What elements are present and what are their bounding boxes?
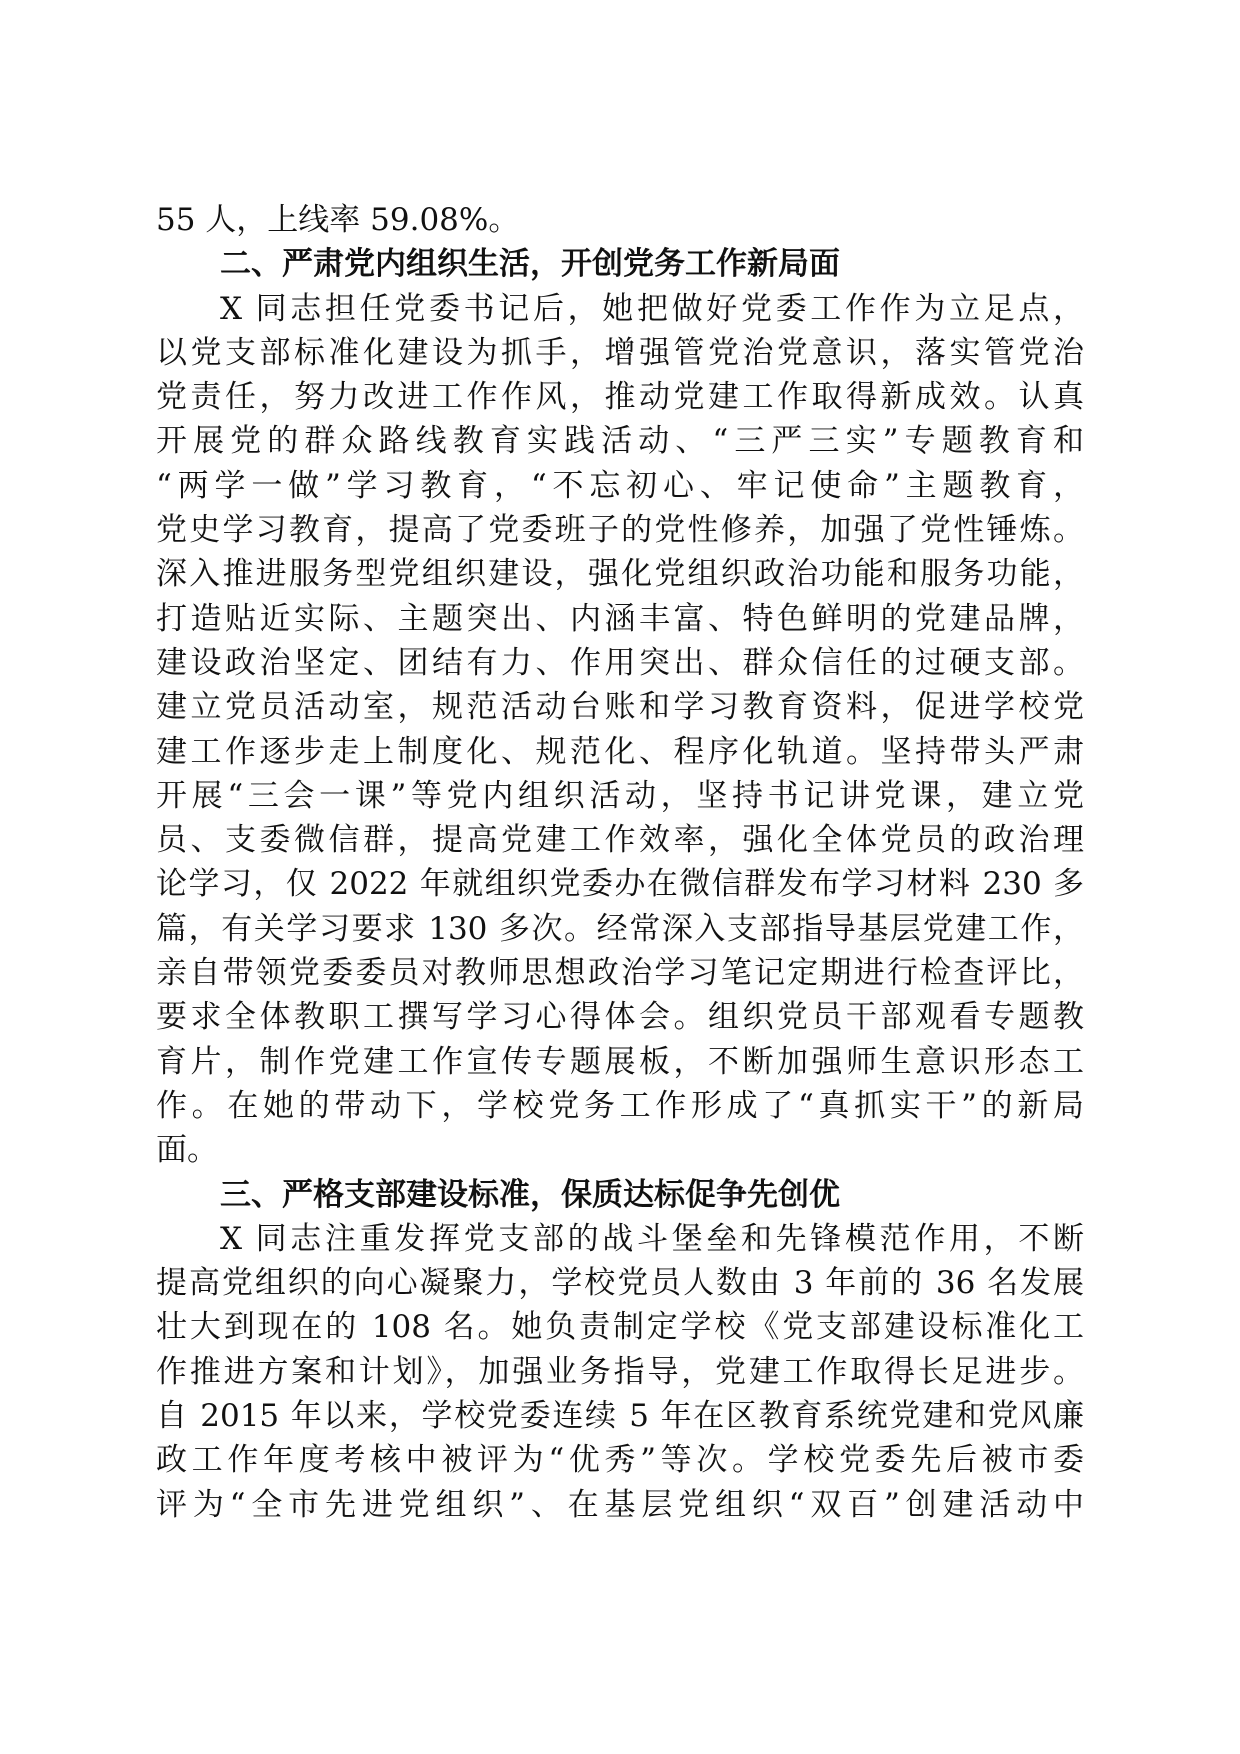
body-text-line: “两学一做”学习教育，“不忘初心、牢记使命”主题教育， <box>156 467 1084 504</box>
body-text-line: 亲自带领党委委员对教师思想政治学习笔记定期进行检查评比， <box>156 955 1084 992</box>
section-heading: 三、严格支部建设标准，保质达标促争先创优 <box>220 1176 840 1213</box>
body-text-line: 开展党的群众路线教育实践活动、“三严三实”专题教育和 <box>156 423 1084 460</box>
body-text-line: 篇，有关学习要求 130 多次。经常深入支部指导基层党建工作， <box>156 910 1084 947</box>
body-text-line: 提高党组织的向心凝聚力，学校党员人数由 3 年前的 36 名发展 <box>156 1265 1084 1302</box>
body-text-line: 作推进方案和计划》，加强业务指导，党建工作取得长足进步。 <box>156 1353 1084 1390</box>
body-text-line: 要求全体教职工撰写学习心得体会。组织党员干部观看专题教 <box>156 999 1084 1036</box>
document-page <box>156 198 1084 1527</box>
body-text-line: 以党支部标准化建设为抓手，增强管党治党意识，落实管党治 <box>156 334 1084 371</box>
body-text-line: 开展“三会一课”等党内组织活动，坚持书记讲党课，建立党 <box>156 777 1084 814</box>
body-text-line: 党史学习教育，提高了党委班子的党性修养，加强了党性锤炼。 <box>156 512 1084 549</box>
body-text-line: 评为“全市先进党组织”、在基层党组织“双百”创建活动中 <box>156 1486 1084 1523</box>
body-text-line: 作。在她的带动下，学校党务工作形成了“真抓实干”的新局 <box>156 1087 1084 1124</box>
body-text-line: 面。 <box>156 1132 218 1169</box>
body-text-line: 政工作年度考核中被评为“优秀”等次。学校党委先后被市委 <box>156 1442 1084 1479</box>
body-text-line: 建工作逐步走上制度化、规范化、程序化轨道。坚持带头严肃 <box>156 733 1084 770</box>
body-text-line: 自 2015 年以来，学校党委连续 5 年在区教育系统党建和党风廉 <box>156 1398 1084 1435</box>
body-text-line: 建设政治坚定、团结有力、作用突出、群众信任的过硬支部。 <box>156 644 1084 681</box>
body-text-line: 55 人，上线率 59.08%。 <box>156 202 520 238</box>
body-text-line: 论学习，仅 2022 年就组织党委办在微信群发布学习材料 230 多 <box>156 866 1084 903</box>
body-text-line: 党责任，努力改进工作作风，推动党建工作取得新成效。认真 <box>156 379 1084 416</box>
body-text-line: X 同志担任党委书记后，她把做好党委工作作为立足点， <box>220 290 1084 327</box>
body-text-line: 壮大到现在的 108 名。她负责制定学校《党支部建设标准化工 <box>156 1309 1084 1346</box>
body-text-line: X 同志注重发挥党支部的战斗堡垒和先锋模范作用，不断 <box>220 1220 1084 1257</box>
section-heading: 二、严肃党内组织生活，开创党务工作新局面 <box>220 246 840 283</box>
body-text-line: 育片，制作党建工作宣传专题展板，不断加强师生意识形态工 <box>156 1043 1084 1080</box>
body-text-line: 打造贴近实际、主题突出、内涵丰富、特色鲜明的党建品牌， <box>156 600 1084 637</box>
body-text-line: 深入推进服务型党组织建设，强化党组织政治功能和服务功能， <box>156 556 1084 593</box>
body-text-line: 建立党员活动室，规范活动台账和学习教育资料，促进学校党 <box>156 689 1084 726</box>
body-text-line: 员、支委微信群，提高党建工作效率，强化全体党员的政治理 <box>156 822 1084 859</box>
